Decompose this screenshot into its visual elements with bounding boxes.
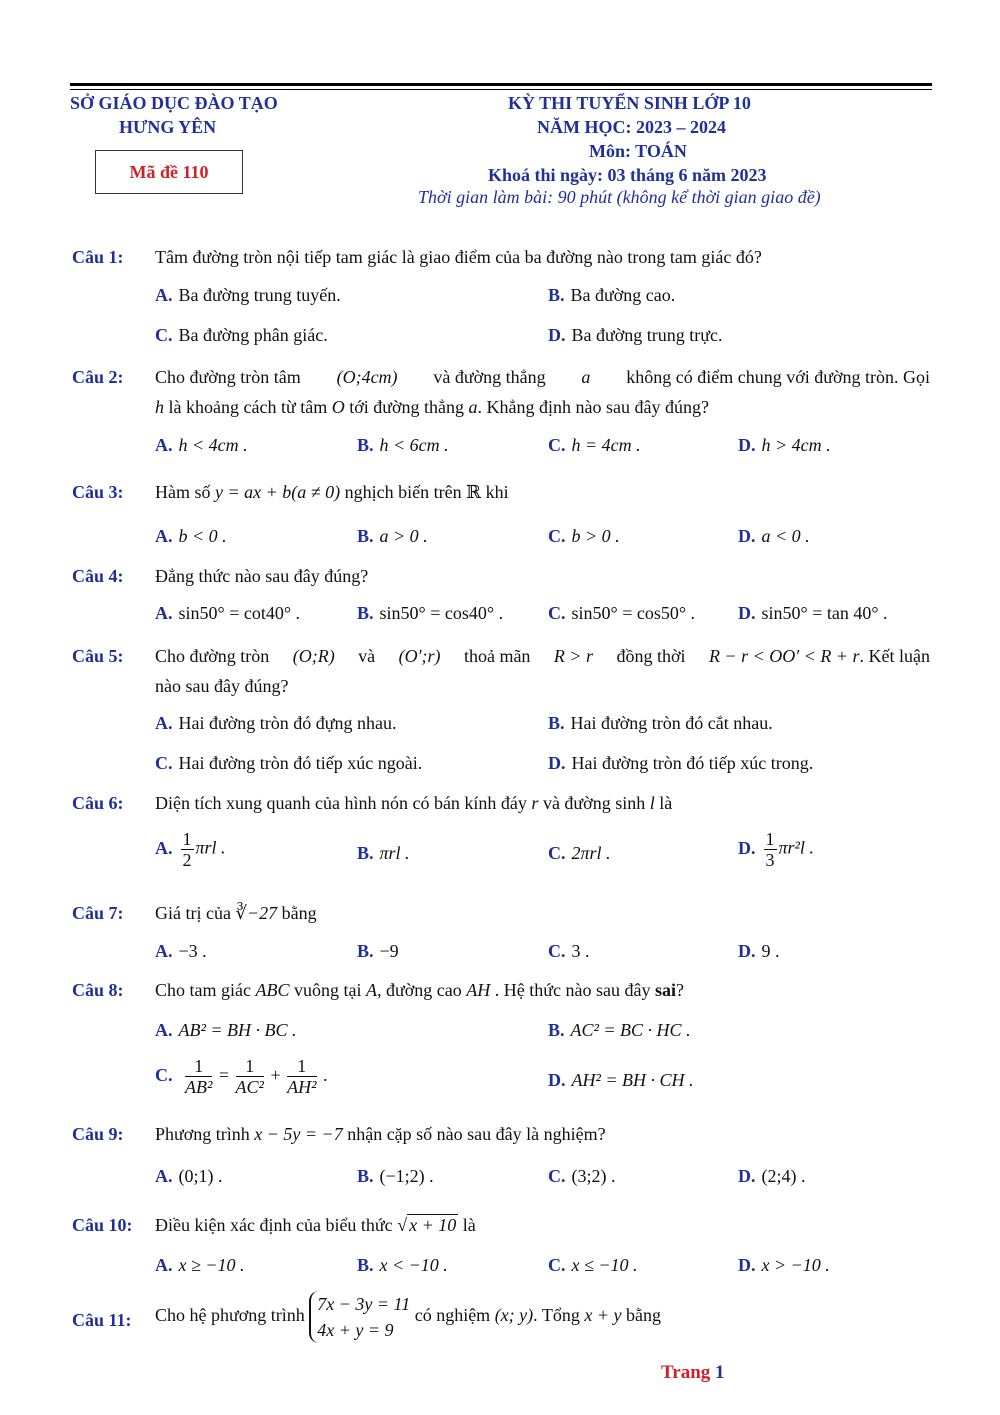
- question-4-text: Đẳng thức nào sau đây đúng?: [155, 566, 369, 586]
- q8-option-b[interactable]: B. AC² = BC · HC .: [548, 1020, 691, 1040]
- question-7-label: Câu 7:: [72, 903, 124, 923]
- question-1-text: Tâm đường tròn nội tiếp tam giác là giao điểm của ba đường nào trong tam giác đó?: [155, 247, 762, 267]
- question-8-text: Cho tam giác ABC vuông tại A, đường cao AH . Hệ thức nào sau đây sai?: [155, 980, 684, 1000]
- q5-option-b[interactable]: B. Hai đường tròn đó cắt nhau.: [548, 713, 773, 733]
- q7-option-a[interactable]: A. −3 .: [155, 941, 207, 961]
- question-6-text: Diện tích xung quanh của hình nón có bán kính đáy r và đường sinh l là: [155, 793, 673, 813]
- fraction: $\frac{1}{\text{AB²}}$: [185, 1056, 213, 1097]
- fraction: $\frac{1}{\text{AH²}}$: [287, 1056, 317, 1097]
- question-10-label: Câu 10:: [72, 1215, 133, 1235]
- q2-option-d[interactable]: D. h > 4cm .: [738, 435, 831, 455]
- question-10-text: Điều kiện xác định của biểu thức √ x + 10 là: [155, 1215, 476, 1235]
- question-11-label: Câu 11:: [72, 1310, 132, 1330]
- q3-option-a[interactable]: A. b < 0 .: [155, 526, 227, 546]
- q9-option-d[interactable]: D. (2;4) .: [738, 1166, 806, 1186]
- fraction: $\frac{1}{2}$: [182, 829, 192, 870]
- q4-option-a[interactable]: A. sin50° = cot40° .: [155, 603, 301, 623]
- question-3-label: Câu 3:: [72, 482, 124, 502]
- question-9-text: Phương trình x − 5y = −7 nhận cặp số nào sau đây là nghiệm?: [155, 1124, 606, 1144]
- question-5-text: Cho đường tròn (O;R) và (O′;r) thoả mãn R > r đồng thời R − r < OO′ < R + r. Kết luận: [155, 646, 930, 666]
- q2-option-c[interactable]: C. h = 4cm .: [548, 435, 641, 455]
- question-6-label: Câu 6:: [72, 793, 124, 813]
- question-1-label: Câu 1:: [72, 247, 124, 267]
- fraction: $\frac{1}{\text{AC²}}$: [235, 1056, 264, 1097]
- header-rule-thin: [70, 89, 932, 90]
- q3-option-b[interactable]: B. a > 0 .: [357, 526, 428, 546]
- q1-option-c[interactable]: C. Ba đường phân giác.: [155, 325, 328, 345]
- q5-option-a[interactable]: A. Hai đường tròn đó đựng nhau.: [155, 713, 397, 733]
- question-2-text-line2: h là khoảng cách từ tâm O tới đường thẳng a. Khẳng định nào sau đây đúng?: [155, 397, 709, 417]
- sqrt-icon: √: [397, 1215, 408, 1235]
- q10-option-a[interactable]: A. x ≥ −10 .: [155, 1255, 245, 1275]
- q4-option-d[interactable]: D. sin50° = tan 40° .: [738, 603, 888, 623]
- exam-code-box: [95, 150, 243, 194]
- q3-option-c[interactable]: C. b > 0 .: [548, 526, 620, 546]
- department-name: SỞ GIÁO DỤC ĐÀO TẠO: [70, 93, 278, 113]
- question-2-text: Cho đường tròn tâm (O;4cm) và đường thẳng a không có điểm chung với đường tròn. Gọi: [155, 367, 930, 387]
- question-2-label: Câu 2:: [72, 367, 124, 387]
- q6-option-b[interactable]: B. πrl .: [357, 843, 410, 863]
- q8-option-a[interactable]: A. AB² = BH · BC .: [155, 1020, 297, 1040]
- q9-option-c[interactable]: C. (3;2) .: [548, 1166, 616, 1186]
- question-9-label: Câu 9:: [72, 1124, 124, 1144]
- subject: Môn: TOÁN: [589, 141, 687, 161]
- q3-option-d[interactable]: D. a < 0 .: [738, 526, 810, 546]
- q2-option-a[interactable]: A. h < 4cm .: [155, 435, 248, 455]
- q10-option-c[interactable]: C. x ≤ −10 .: [548, 1255, 638, 1275]
- page-number: Trang 1: [661, 1362, 725, 1383]
- q5-option-d[interactable]: D. Hai đường tròn đó tiếp xúc trong.: [548, 753, 814, 773]
- exam-date: Khoá thi ngày: 03 tháng 6 năm 2023: [488, 165, 767, 185]
- q6-option-d[interactable]: D. $\frac{1}{3}$ πr²l .: [738, 829, 814, 870]
- equation-system: 7x − 3y = 11 4x + y = 9: [309, 1291, 410, 1343]
- q10-option-d[interactable]: D. x > −10 .: [738, 1255, 830, 1275]
- q1-option-d[interactable]: D. Ba đường trung trực.: [548, 325, 723, 345]
- q8-option-d[interactable]: D. AH² = BH · CH .: [548, 1070, 694, 1090]
- question-3-text: Hàm số y = ax + b(a ≠ 0) nghịch biến trên ℝ khi: [155, 482, 509, 502]
- q9-option-a[interactable]: A. (0;1) .: [155, 1166, 223, 1186]
- question-5-label: Câu 5:: [72, 646, 124, 666]
- q7-option-c[interactable]: C. 3 .: [548, 941, 590, 961]
- q6-option-a[interactable]: A. $\frac{1}{2}$ πrl .: [155, 829, 226, 870]
- fraction: $\frac{1}{3}$: [765, 829, 775, 870]
- question-4-label: Câu 4:: [72, 566, 124, 586]
- q8-option-c[interactable]: C. $\frac{1}{\text{AB²}}$ = $\frac{1}{\text{AC²}}$ + $\frac{1}{\text{AH²}}$ .: [155, 1056, 328, 1097]
- q5-option-c[interactable]: C. Hai đường tròn đó tiếp xúc ngoài.: [155, 753, 423, 773]
- q10-option-b[interactable]: B. x < −10 .: [357, 1255, 448, 1275]
- q2-option-b[interactable]: B. h < 6cm .: [357, 435, 449, 455]
- q1-option-b[interactable]: B. Ba đường cao.: [548, 285, 676, 305]
- q4-option-c[interactable]: C. sin50° = cos50° .: [548, 603, 696, 623]
- province-name: HƯNG YÊN: [119, 117, 217, 137]
- q6-option-c[interactable]: C. 2πrl .: [548, 843, 611, 863]
- exam-title: KỲ THI TUYỂN SINH LỚP 10: [508, 93, 751, 113]
- time-note: Thời gian làm bài: 90 phút (không kể thời gian giao đề): [418, 187, 821, 207]
- school-year: NĂM HỌC: 2023 – 2024: [537, 117, 726, 137]
- header-rule-thick: [70, 83, 932, 86]
- q9-option-b[interactable]: B. (−1;2) .: [357, 1166, 434, 1186]
- q4-option-b[interactable]: B. sin50° = cos40° .: [357, 603, 504, 623]
- q1-option-a[interactable]: A. Ba đường trung tuyến.: [155, 285, 341, 305]
- question-7-text: Giá trị của ∛−27 bằng: [155, 903, 317, 923]
- question-11-text: Cho hệ phương trình 7x − 3y = 11 4x + y = 9 có nghiệm (x; y). Tổng x + y bằng: [155, 1291, 661, 1343]
- question-8-label: Câu 8:: [72, 980, 124, 1000]
- question-5-text-line2: nào sau đây đúng?: [155, 676, 289, 696]
- exam-code: Mã đề 110: [129, 161, 209, 182]
- q7-option-d[interactable]: D. 9 .: [738, 941, 780, 961]
- q7-option-b[interactable]: B. −9: [357, 941, 399, 961]
